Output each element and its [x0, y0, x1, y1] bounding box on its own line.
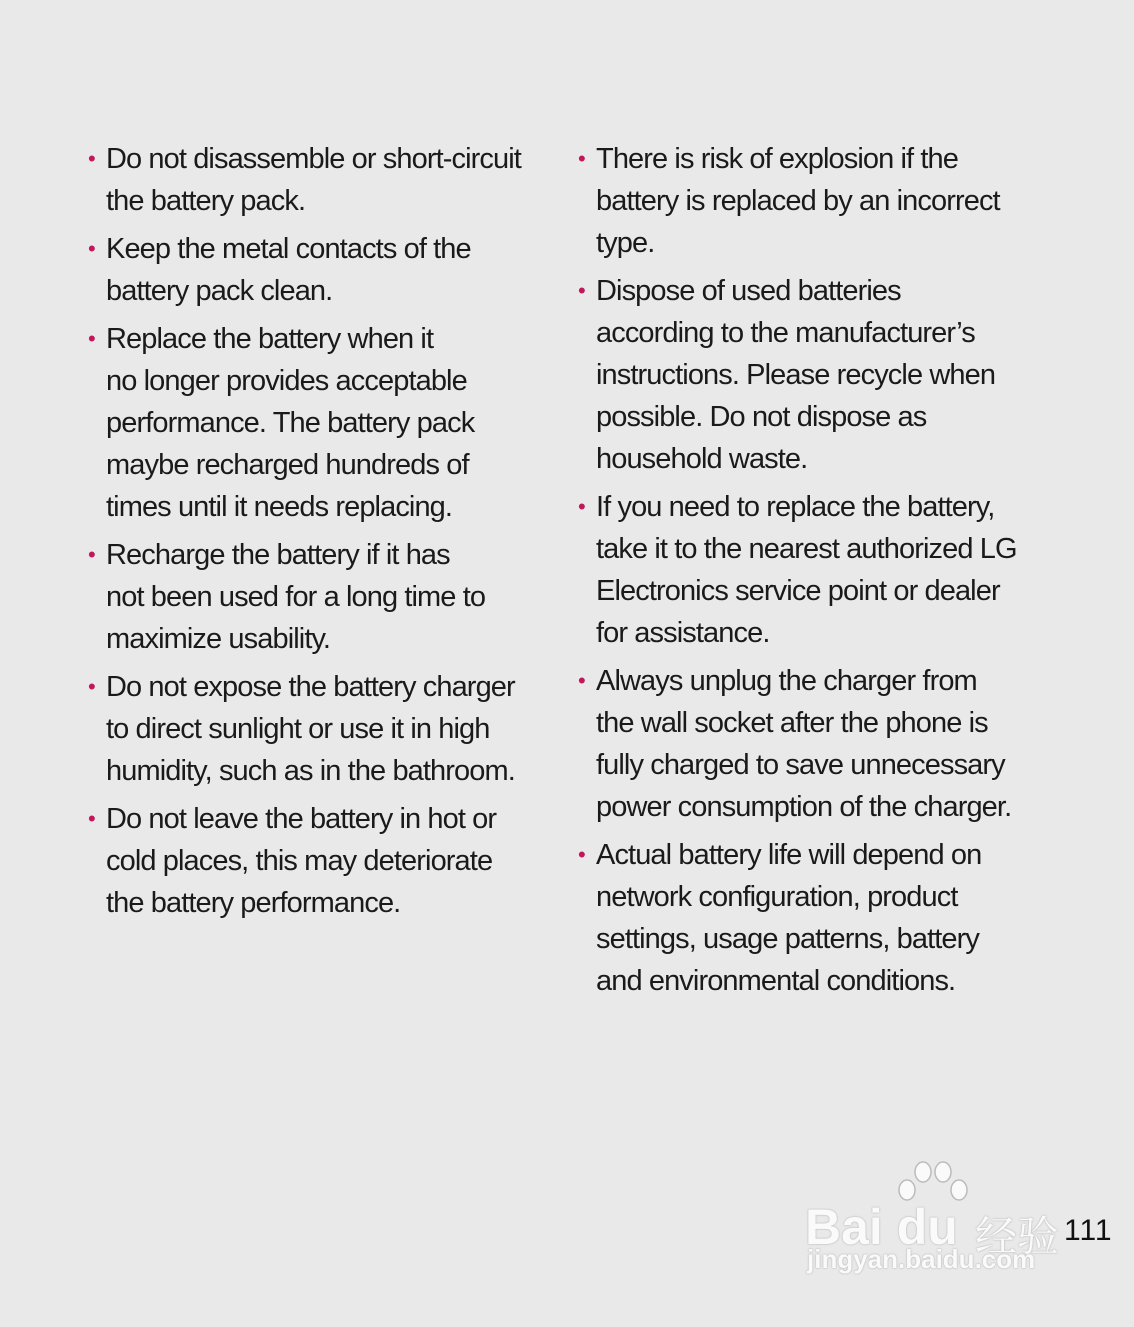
bullet-icon: • — [578, 146, 586, 171]
bullet-text-line: Replace the battery when it — [106, 323, 434, 355]
bullet-text-line: the wall socket after the phone is — [596, 707, 988, 739]
bullet-item — [88, 318, 521, 528]
bullet-item — [88, 138, 521, 222]
bullet-text-line: Do not expose the battery charger — [106, 671, 515, 703]
bullet-text-line: settings, usage patterns, battery — [596, 923, 979, 955]
bullet-text-line: times until it needs replacing. — [106, 491, 453, 523]
bullet-text-line: Recharge the battery if it has — [106, 539, 450, 571]
bullet-item — [88, 798, 521, 924]
bullet-text-line: type. — [596, 227, 655, 259]
right-column — [578, 138, 1017, 1008]
bullet-text-line: Always unplug the charger from — [596, 665, 977, 697]
bullet-icon: • — [88, 326, 96, 351]
bullet-item — [578, 270, 1017, 480]
bullet-text-line: Do not leave the battery in hot or — [106, 803, 497, 835]
bullet-text-line: possible. Do not dispose as — [596, 401, 927, 433]
bullet-text-line: to direct sunlight or use it in high — [106, 713, 490, 745]
bullet-item — [88, 228, 521, 312]
watermark-brand: Bai du — [805, 1199, 958, 1255]
bullet-icon: • — [578, 842, 586, 867]
bullet-text-line: power consumption of the charger. — [596, 791, 1012, 823]
bullet-text-line: and environmental conditions. — [596, 965, 956, 997]
watermark-chinese: 经验 — [975, 1212, 1060, 1261]
bullet-text-line: Dispose of used batteries — [596, 275, 901, 307]
bullet-text-line: network configuration, product — [596, 881, 958, 913]
bullet-icon: • — [88, 542, 96, 567]
bullet-item — [578, 834, 1017, 1002]
bullet-item — [578, 486, 1017, 654]
bullet-item — [88, 666, 521, 792]
bullet-text-line: no longer provides acceptable — [106, 365, 467, 397]
bullet-text-line: the battery pack. — [106, 185, 306, 217]
bullet-text-line: battery is replaced by an incorrect — [596, 185, 1000, 217]
bullet-text-line: maximize usability. — [106, 623, 331, 655]
bullet-text-line: cold places, this may deteriorate — [106, 845, 493, 877]
bullet-text-line: Keep the metal contacts of the — [106, 233, 471, 265]
bullet-item — [578, 138, 1017, 264]
bullet-text-line: Electronics service point or dealer — [596, 575, 1000, 607]
bullet-icon: • — [578, 668, 586, 693]
bullet-text-line: not been used for a long time to — [106, 581, 486, 613]
bullet-item — [88, 534, 521, 660]
bullet-text-line: humidity, such as in the bathroom. — [106, 755, 515, 787]
bullet-text-line: There is risk of explosion if the — [596, 143, 958, 175]
bullet-text-line: If you need to replace the battery, — [596, 491, 995, 523]
baidu-watermark — [805, 1160, 1065, 1280]
bullet-text-line: for assistance. — [596, 617, 770, 649]
bullet-text-line: battery pack clean. — [106, 275, 333, 307]
bullet-icon: • — [578, 278, 586, 303]
bullet-text-line: performance. The battery pack — [106, 407, 475, 439]
bullet-icon: • — [88, 236, 96, 261]
bullet-text-line: the battery performance. — [106, 887, 401, 919]
bullet-text-line: maybe recharged hundreds of — [106, 449, 469, 481]
bullet-text-line: household waste. — [596, 443, 808, 475]
page-number: 111 — [1064, 1214, 1113, 1247]
watermark-url: jingyan.baidu.com — [807, 1244, 1036, 1274]
bullet-item — [578, 660, 1017, 828]
left-column — [88, 138, 521, 930]
bullet-text-line: take it to the nearest authorized LG — [596, 533, 1017, 565]
bullet-icon: • — [578, 494, 586, 519]
bullet-icon: • — [88, 674, 96, 699]
bullet-icon: • — [88, 146, 96, 171]
bullet-text-line: Actual battery life will depend on — [596, 839, 982, 871]
bullet-text-line: Do not disassemble or short-circuit — [106, 143, 521, 175]
bullet-text-line: according to the manufacturer’s — [596, 317, 975, 349]
bullet-text-line: instructions. Please recycle when — [596, 359, 996, 391]
bullet-icon: • — [88, 806, 96, 831]
bullet-text-line: fully charged to save unnecessary — [596, 749, 1005, 781]
